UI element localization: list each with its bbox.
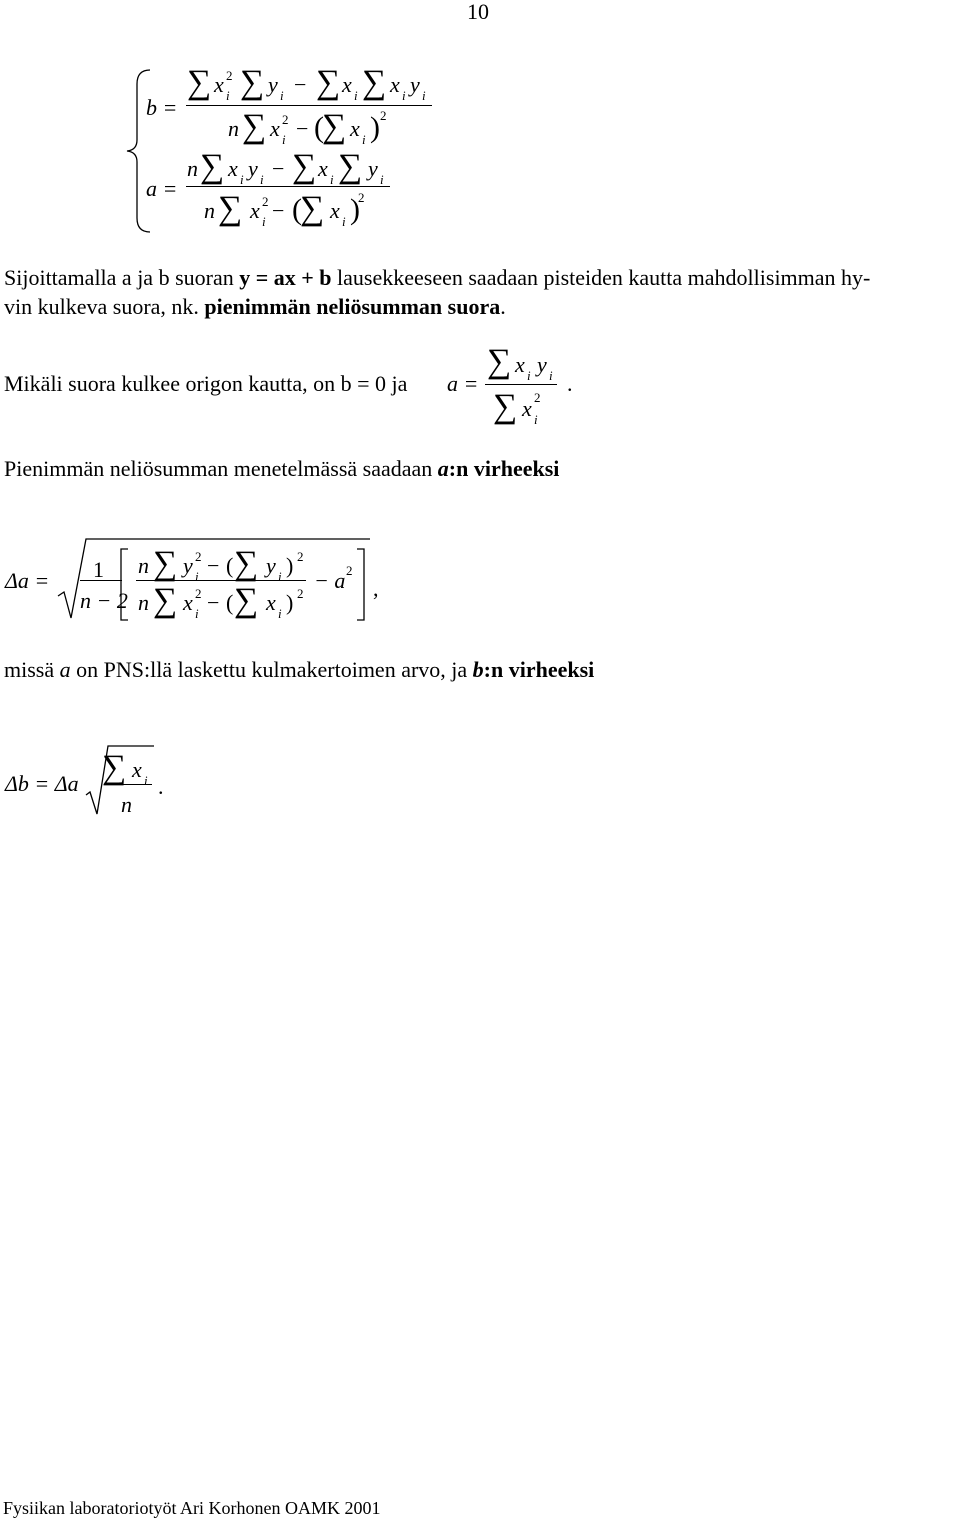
sigma-symbol: ∑ bbox=[487, 343, 512, 380]
sigma-symbol: ∑ bbox=[362, 64, 387, 101]
math-sub-i: i bbox=[144, 773, 148, 788]
comma: , bbox=[373, 576, 379, 601]
sigma-symbol: ∑ bbox=[322, 108, 347, 145]
math-sub-i: i bbox=[330, 172, 334, 187]
minus-sign: − bbox=[272, 156, 285, 181]
math-sup-2: 2 bbox=[262, 194, 269, 209]
footer: Fysiikan laboratoriotyöt Ari Korhonen OAMK 2001 bbox=[3, 1498, 381, 1518]
math-sub-i: i bbox=[527, 368, 531, 383]
math-var-y: y bbox=[266, 553, 276, 578]
text-span: Δa = bbox=[5, 568, 50, 593]
minus-a: − a bbox=[314, 568, 346, 593]
left-paren: ( bbox=[292, 193, 302, 226]
right-paren: ) bbox=[286, 553, 294, 578]
paragraph-line: Mikäli suora kulkee origon kautta, on b = 0 ja bbox=[4, 371, 408, 396]
math-sub-i: i bbox=[362, 132, 366, 147]
sigma-symbol: ∑ bbox=[493, 388, 518, 425]
math-var-x: x bbox=[515, 352, 525, 377]
math-sup-2: 2 bbox=[195, 586, 202, 601]
math-sub-i: i bbox=[549, 368, 553, 383]
text-span: . bbox=[500, 294, 506, 319]
math-var-x: x bbox=[250, 198, 260, 223]
sigma-symbol: ∑ bbox=[338, 148, 363, 185]
fraction-bar bbox=[104, 784, 152, 785]
numerator-one: 1 bbox=[93, 557, 104, 582]
denominator-n-minus-2: n − 2 bbox=[80, 588, 128, 613]
text-span: vin kulkeva suora, nk. bbox=[4, 294, 205, 319]
text-span: on PNS:llä laskettu kulmakertoimen arvo, ja bbox=[70, 657, 473, 682]
math-var-x: x bbox=[390, 72, 400, 97]
math-sub-i: i bbox=[534, 412, 538, 427]
sigma-symbol: ∑ bbox=[234, 582, 259, 619]
math-var-n: n bbox=[187, 156, 198, 181]
text-span: Sijoittamalla a ja b suoran bbox=[4, 265, 240, 290]
math-sub-i: i bbox=[278, 606, 282, 621]
text-span: Pienimmän neliösumman menetelmässä saadaan bbox=[4, 456, 438, 481]
math-sup-2: 2 bbox=[282, 112, 289, 127]
sigma-symbol: ∑ bbox=[300, 190, 325, 227]
term-highlight: pienimmän neliösumman suora bbox=[204, 294, 501, 319]
math-sub-i: i bbox=[380, 172, 384, 187]
minus-sign: − bbox=[272, 198, 285, 223]
math-var-x: x bbox=[266, 590, 276, 615]
sigma-symbol: ∑ bbox=[240, 64, 265, 101]
sigma-symbol: ∑ bbox=[102, 749, 127, 786]
b-lhs: b = bbox=[146, 95, 178, 120]
math-var-y: y bbox=[368, 156, 378, 181]
math-sup-2: 2 bbox=[297, 586, 304, 601]
math-var-y: y bbox=[268, 72, 278, 97]
math-var-y: y bbox=[537, 352, 547, 377]
minus-sign: − bbox=[207, 590, 220, 615]
sigma-symbol: ∑ bbox=[200, 148, 225, 185]
math-sup-2: 2 bbox=[226, 68, 233, 83]
line-equation: y = ax + b bbox=[239, 265, 332, 290]
math-var-x: x bbox=[522, 396, 532, 421]
right-paren: ) bbox=[350, 193, 360, 226]
math-var-y: y bbox=[410, 72, 420, 97]
math-sub-i: i bbox=[195, 569, 199, 584]
math-var-x: x bbox=[132, 757, 142, 782]
minus-sign: − bbox=[296, 116, 309, 141]
sigma-symbol: ∑ bbox=[218, 190, 243, 227]
sigma-symbol: ∑ bbox=[316, 64, 341, 101]
math-sup-2: 2 bbox=[380, 108, 387, 123]
text-span: missä bbox=[4, 657, 60, 682]
math-sub-i: i bbox=[195, 606, 199, 621]
sigma-symbol: ∑ bbox=[153, 582, 178, 619]
math-var-x: x bbox=[330, 198, 340, 223]
math-sub-i: i bbox=[278, 569, 282, 584]
math-var-y: y bbox=[183, 553, 193, 578]
period: . bbox=[567, 371, 573, 396]
a-lhs: a = bbox=[146, 176, 178, 201]
math-var-n: n bbox=[204, 198, 215, 223]
math-var-x: x bbox=[214, 72, 224, 97]
left-paren: ( bbox=[226, 553, 234, 578]
sigma-symbol: ∑ bbox=[242, 108, 267, 145]
left-paren: ( bbox=[314, 111, 324, 144]
math-sub-i: i bbox=[262, 214, 266, 229]
math-var-x: x bbox=[318, 156, 328, 181]
var-highlight: a bbox=[437, 456, 449, 481]
math-var-n: n bbox=[138, 590, 149, 615]
term-highlight: :n virheeksi bbox=[448, 456, 560, 481]
left-paren: ( bbox=[226, 590, 234, 615]
period: . bbox=[158, 774, 164, 799]
var-highlight: b bbox=[472, 657, 484, 682]
text-span: lausekkeeseen saadaan pisteiden kautta mahdollisimman hy- bbox=[331, 265, 871, 290]
math-sub-i: i bbox=[280, 88, 284, 103]
math-sub-i: i bbox=[282, 132, 286, 147]
math-var-x: x bbox=[183, 590, 193, 615]
math-sup-2: 2 bbox=[297, 549, 304, 564]
math-var-x: x bbox=[228, 156, 238, 181]
denominator-n: n bbox=[121, 792, 132, 817]
math-sub-i: i bbox=[260, 172, 264, 187]
sigma-symbol: ∑ bbox=[292, 148, 317, 185]
page-number: 10 bbox=[467, 0, 489, 24]
minus-sign: − bbox=[207, 553, 220, 578]
right-paren: ) bbox=[370, 111, 380, 144]
math-sup-2: 2 bbox=[195, 549, 202, 564]
math-var-n: n bbox=[138, 553, 149, 578]
sigma-symbol: ∑ bbox=[234, 545, 259, 582]
right-paren: ) bbox=[286, 590, 294, 615]
math-sub-i: i bbox=[342, 214, 346, 229]
math-sub-i: i bbox=[354, 88, 358, 103]
math-sub-i: i bbox=[402, 88, 406, 103]
math-var-x: x bbox=[350, 116, 360, 141]
math-sup-2: 2 bbox=[534, 390, 541, 405]
sigma-symbol: ∑ bbox=[153, 545, 178, 582]
delta-b-lhs: Δb = Δa bbox=[5, 771, 79, 796]
math-sub-i: i bbox=[226, 88, 230, 103]
math-sup-2: 2 bbox=[346, 563, 353, 578]
minus-sign: − bbox=[294, 72, 307, 97]
math-sub-i: i bbox=[240, 172, 244, 187]
text-span: a bbox=[59, 657, 71, 682]
math-var-x: x bbox=[270, 116, 280, 141]
sigma-symbol: ∑ bbox=[187, 64, 212, 101]
a-lhs: a = bbox=[447, 371, 479, 396]
term-highlight: :n virheeksi bbox=[483, 657, 595, 682]
math-var-n: n bbox=[228, 116, 239, 141]
math-var-x: x bbox=[342, 72, 352, 97]
math-sub-i: i bbox=[422, 88, 426, 103]
math-sup-2: 2 bbox=[358, 190, 365, 205]
math-var-y: y bbox=[248, 156, 258, 181]
